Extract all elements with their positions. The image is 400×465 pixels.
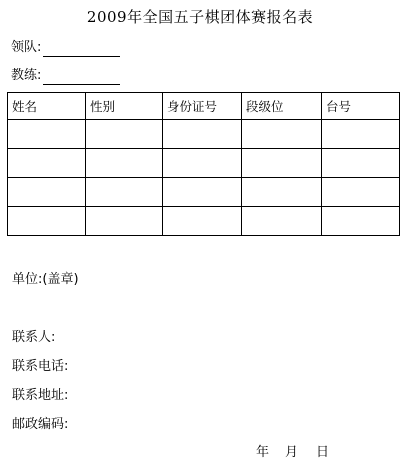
leader-blank xyxy=(43,42,120,57)
table-row xyxy=(8,178,400,207)
table-cell xyxy=(322,120,400,149)
date-month: 月 xyxy=(285,445,299,460)
registration-table xyxy=(7,92,400,236)
header-name: 姓名 xyxy=(8,93,86,120)
table-cell xyxy=(8,207,86,236)
table-row xyxy=(8,120,400,149)
coach-blank xyxy=(43,70,120,85)
table-cell xyxy=(322,149,400,178)
header-table-number: 台号 xyxy=(322,93,400,120)
table-cell xyxy=(242,149,322,178)
header-gender: 性别 xyxy=(86,93,163,120)
table-cell xyxy=(242,120,322,149)
table-cell xyxy=(8,120,86,149)
date-year: 年 xyxy=(256,445,270,460)
table-cell xyxy=(86,149,163,178)
table-cell xyxy=(163,178,242,207)
table-cell xyxy=(86,120,163,149)
table-cell xyxy=(322,207,400,236)
table-row xyxy=(8,207,400,236)
postcode-label: 邮政编码: xyxy=(12,417,69,432)
table-cell xyxy=(163,207,242,236)
table-cell xyxy=(8,149,86,178)
date-line xyxy=(256,441,329,460)
coach-field xyxy=(11,67,120,85)
date-day: 日 xyxy=(316,445,330,460)
coach-label: 教练: xyxy=(11,68,42,83)
table-cell xyxy=(242,207,322,236)
leader-label: 领队: xyxy=(11,40,42,55)
header-id-number: 身份证号 xyxy=(163,93,242,120)
table-cell xyxy=(242,178,322,207)
leader-field xyxy=(11,39,120,57)
table-cell xyxy=(163,149,242,178)
contact-address-label: 联系地址: xyxy=(12,388,69,403)
table-cell xyxy=(8,178,86,207)
table-cell xyxy=(86,178,163,207)
table-row xyxy=(8,149,400,178)
table-cell xyxy=(86,207,163,236)
contact-phone-label: 联系电话: xyxy=(12,359,69,374)
form-title: 2009年全国五子棋团体赛报名表 xyxy=(86,8,314,26)
table-header-row xyxy=(8,93,400,120)
unit-stamp-label: 单位:(盖章) xyxy=(12,272,79,287)
contact-person-label: 联系人: xyxy=(12,330,56,345)
table-cell xyxy=(322,178,400,207)
table-cell xyxy=(163,120,242,149)
header-rank: 段级位 xyxy=(242,93,322,120)
